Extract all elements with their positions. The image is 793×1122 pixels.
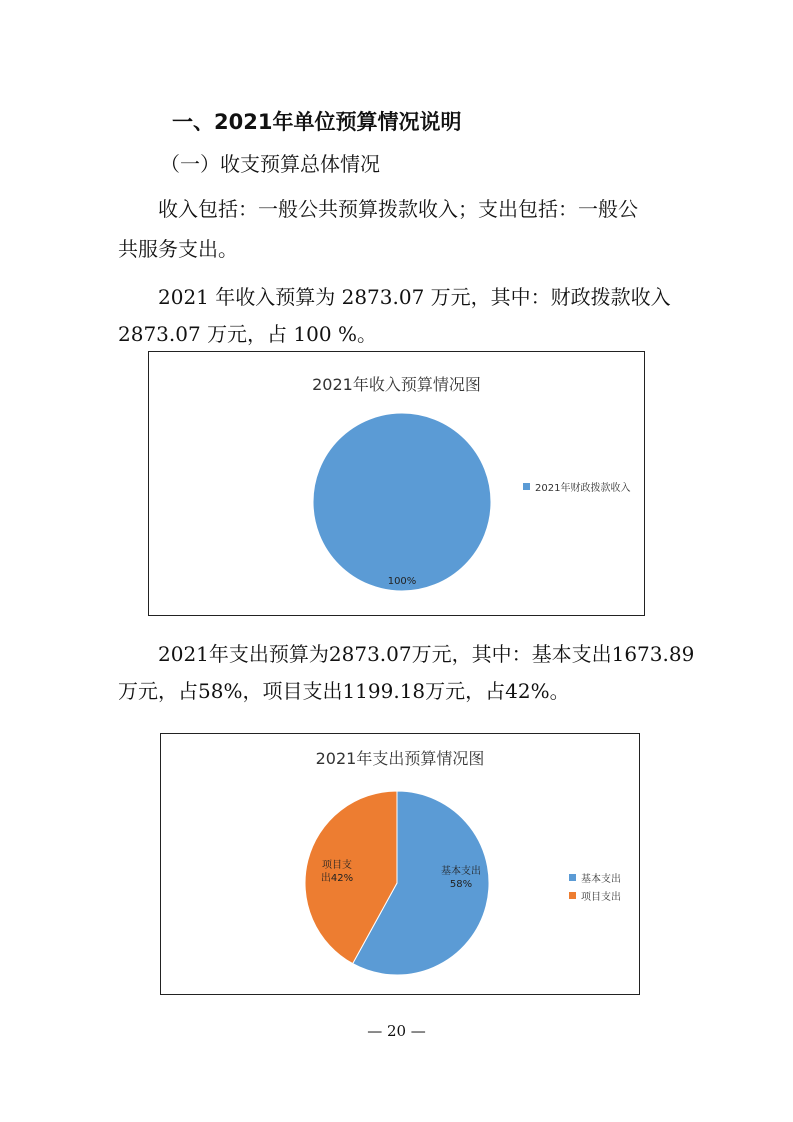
income-chart [148,351,645,616]
expense-chart [160,733,640,995]
income-chart-title: 2021年收入预算情况图 [312,375,481,394]
pie-data-label: 基本支出 58% [441,866,481,890]
subsection-heading: （一）收支预算总体情况 [160,152,380,176]
paragraph-scope-line-2: 共服务支出。 [118,237,238,261]
legend-swatch [523,483,530,490]
expense-legend-item [569,868,621,886]
paragraph-income-line-2: 2873.07 万元，占 100 %。 [118,322,377,346]
page-number: — 20 — [367,1022,426,1040]
section-heading: 一、2021年单位预算情况说明 [172,110,462,134]
legend-swatch [569,892,576,899]
expense-legend [569,868,621,904]
paragraph-expense-line-2: 万元，占58%，项目支出1199.18万元，占42%。 [118,679,570,703]
expense-legend-item [569,886,621,904]
expense-pie [161,734,639,994]
pie-data-label: 100% [387,576,417,587]
paragraph-income-line-1: 2021 年收入预算为 2873.07 万元，其中：财政拨款收入 [158,285,671,309]
expense-chart-title: 2021年支出预算情况图 [315,749,485,768]
legend-label: 基本支出 [581,873,621,885]
income-legend-item [523,477,630,495]
legend-label: 项目支出 [581,891,621,903]
pie-data-label: 项目支出42% [320,860,354,884]
legend-label: 2021年财政拨款收入 [535,482,631,494]
income-legend [523,477,630,495]
paragraph-scope-line-1: 收入包括：一般公共预算拨款收入；支出包括：一般公 [158,197,638,221]
paragraph-expense-line-1: 2021年支出预算为2873.07万元，其中：基本支出1673.89 [158,642,695,666]
pie-slice [313,413,491,591]
legend-swatch [569,874,576,881]
